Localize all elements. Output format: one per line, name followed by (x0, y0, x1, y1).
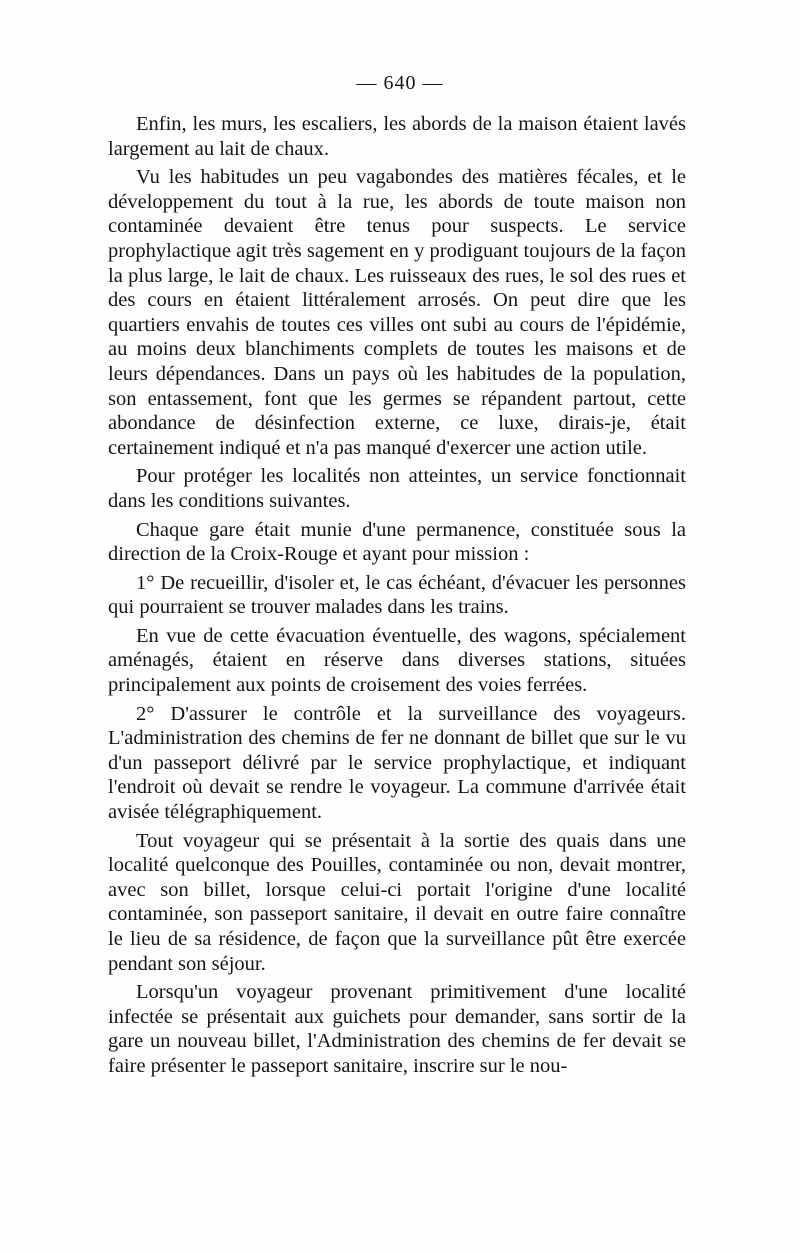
paragraph-evacuation-wagons: En vue de cette évacuation éventuelle, des wagons, spécialement aménagés, étaient en réserve dans diverses stations, situées principalement aux points de croisement des voies ferrées. (108, 624, 686, 697)
paragraph-mission-one: 1° De recueillir, d'isoler et, le cas échéant, d'évacuer les personnes qui pourraient se trouver malades dans les trains. (108, 571, 686, 619)
paragraph-station-permanence: Chaque gare était munie d'une permanence, constituée sous la direction de la Croix-Rouge et ayant pour mission : (108, 518, 686, 566)
body-text (108, 112, 686, 1083)
paragraph-mission-two: 2° D'assurer le contrôle et la surveillance des voyageurs. L'administration des chemins de fer ne donnant de billet que sur le vu d'un passeport délivré par le service prophylactique, et indiquant l'endroit où devait se rendre le voyageur. La commune d'arrivée était avisée télégraphiquement. (108, 702, 686, 824)
paragraph-protection-service: Pour protéger les localités non atteintes, un service fonctionnait dans les conditions suivantes. (108, 465, 686, 512)
paragraph-walls-limewash: Enfin, les murs, les escaliers, les abords de la maison étaient lavés largement au lait de chaux. (108, 113, 686, 160)
page-number: — 640 — (356, 72, 444, 94)
paragraph-faecal-matter: Vu les habitudes un peu vagabondes des matières fécales, et le développement du tout à la rue, les abords de toute maison non contaminée devaient être tenus pour suspects. Le service prophylactique agit très sagement en y prodiguant toujours de la façon la plus large, le lait de chaux. Les ruisseaux des rues, le sol des rues et des cours en étaient littéralement arrosés. On peut dire que les quartiers envahis de toutes ces villes ont subi au cours de l'épidémie, au moins deux blanchiments complets de toutes les maisons et de leurs dépendances. Dans un pays où les habitudes de la population, son entassement, font que les germes se répandent partout, cette abondance de désinfection externe, ce luxe, dirais-je, était certainement indiqué et n'a pas manqué d'exercer une action utile. (108, 166, 686, 459)
paragraph-ticket-window: Lorsqu'un voyageur provenant primitivement d'une localité infectée se présentait aux guichets pour demander, sans sortir de la gare un nouveau billet, l'Administration des chemins de fer devait se faire présenter le passeport sanitaire, inscrire sur le nou- (108, 981, 686, 1077)
paragraph-traveller-exit: Tout voyageur qui se présentait à la sortie des quais dans une localité quelconque des Pouilles, contaminée ou non, devait montrer, avec son billet, lorsque celui-ci portait l'origine d'une localité contaminée, son passeport sanitaire, il devait en outre faire connaître le lieu de sa résidence, de façon que la surveillance pût être exercée pendant son séjour. (108, 829, 686, 975)
